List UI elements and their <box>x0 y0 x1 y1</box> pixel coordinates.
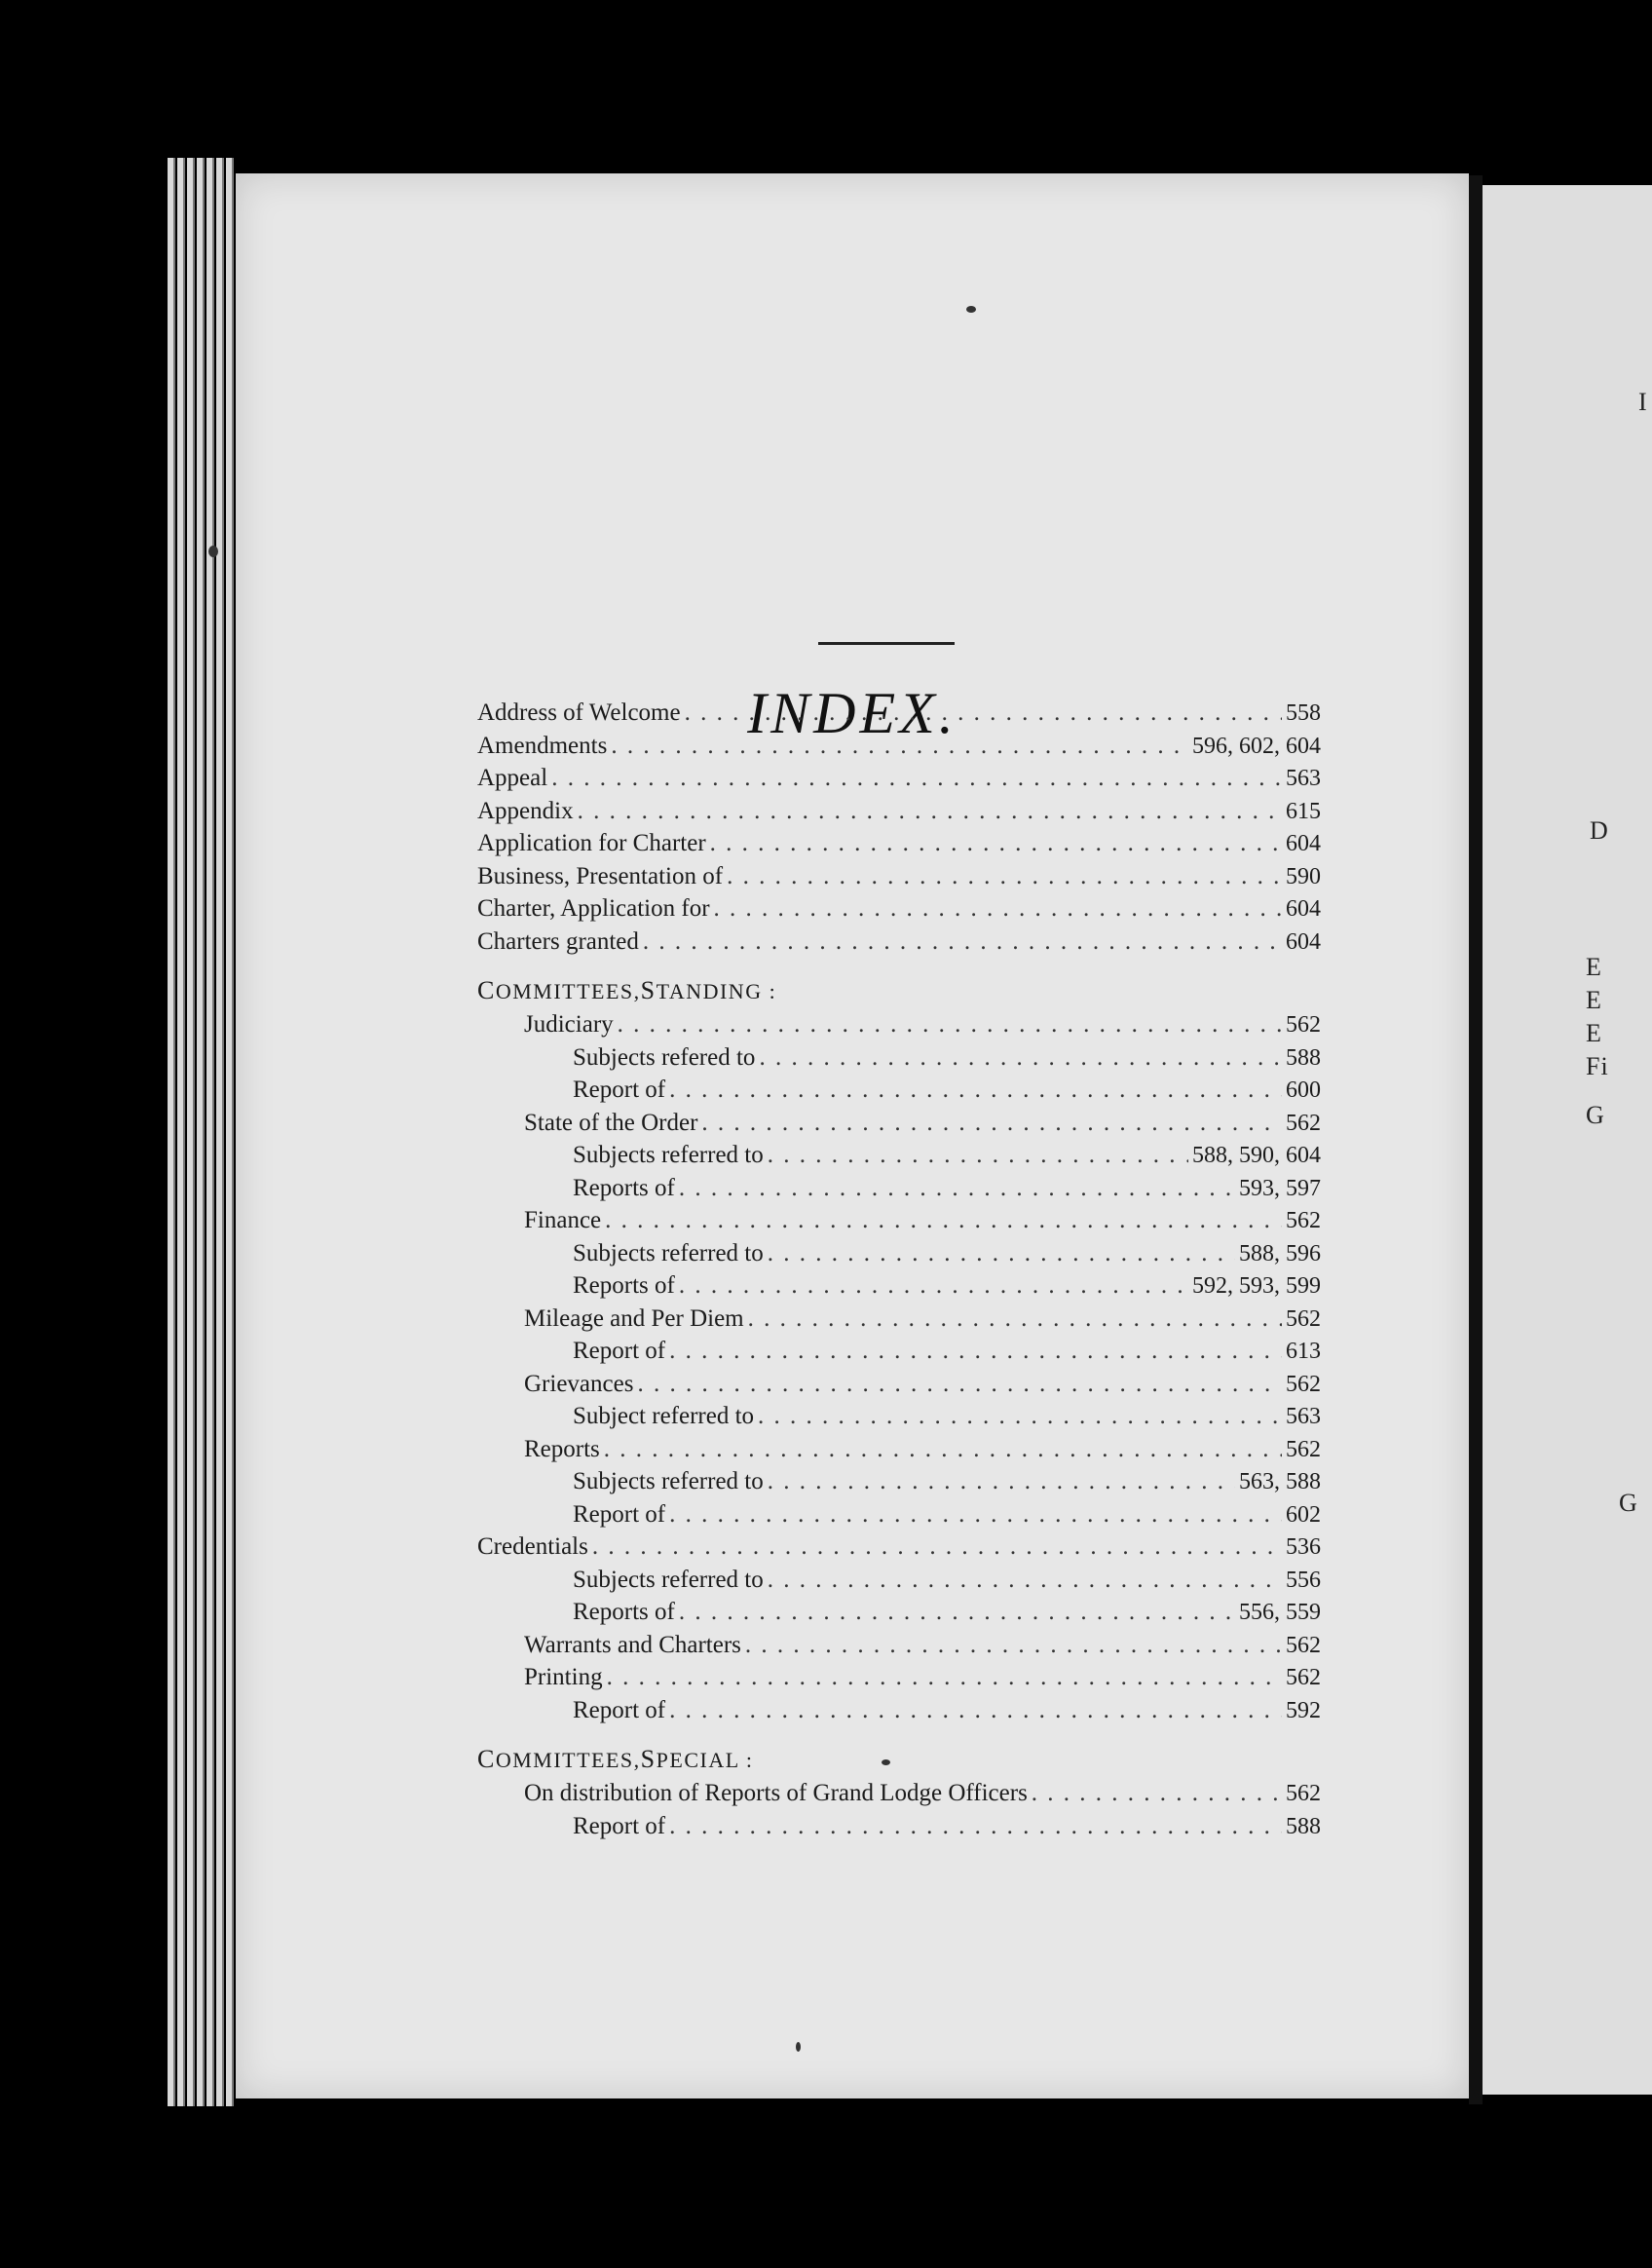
index-entry-label: Charter, Application for <box>477 895 710 922</box>
index-entry-label: Business, Presentation of <box>477 862 724 889</box>
index-entry-label: Warrants and Charters <box>524 1631 741 1658</box>
section-heading-text: S <box>640 976 657 1004</box>
index-entry <box>477 863 1321 896</box>
page-title: INDEX. <box>747 681 957 745</box>
index-entry <box>477 1567 1321 1600</box>
index-entry-pages: 556 <box>1286 1567 1321 1593</box>
index-entry-pages: 562 <box>1286 1436 1321 1462</box>
dot-leader <box>768 1468 1235 1495</box>
index-entry-label: Subjects referred to <box>573 1468 764 1494</box>
section-heading-text: PECIAL : <box>656 1748 754 1772</box>
ink-speck <box>208 546 218 557</box>
index-entry-label: Finance <box>524 1207 602 1233</box>
index-entry <box>477 1110 1321 1143</box>
index-entry <box>477 1468 1321 1501</box>
index-entry-label: State of the Order <box>524 1109 698 1136</box>
section-heading-text: TANDING : <box>656 979 777 1003</box>
dot-leader <box>745 1632 1282 1659</box>
index-entry <box>477 1142 1321 1175</box>
index-entry-label: Report of <box>573 1077 666 1103</box>
section-heading-text: C <box>477 976 496 1004</box>
dot-leader <box>578 798 1282 825</box>
index-entry-pages: 600 <box>1286 1077 1321 1103</box>
facing-page-text: G <box>1586 1101 1605 1129</box>
dot-leader <box>669 1077 1282 1104</box>
index-entry-pages: 604 <box>1286 831 1321 856</box>
index-entry-pages: 593, 597 <box>1239 1175 1321 1201</box>
index-entry-label: Appendix <box>477 797 574 824</box>
facing-page-fragment <box>1483 185 1652 2095</box>
index-entry <box>477 1533 1321 1567</box>
dot-leader <box>605 1207 1282 1234</box>
dot-leader <box>592 1533 1282 1561</box>
index-entry-pages: 562 <box>1286 1781 1321 1806</box>
index-entry <box>477 1599 1321 1632</box>
index-entry-label: On distribution of Reports of Grand Lodge Officers <box>524 1780 1028 1806</box>
section-heading <box>477 976 1321 1011</box>
dot-leader <box>685 699 1282 727</box>
index-entry <box>477 1077 1321 1110</box>
index-entry <box>477 1436 1321 1469</box>
index-entry <box>477 765 1321 798</box>
book-gutter <box>1469 175 1483 2104</box>
index-entry-label: Report of <box>573 1696 666 1723</box>
index-entry-label: Judiciary <box>524 1011 614 1038</box>
facing-page-text: I <box>1638 388 1648 416</box>
dot-leader <box>669 1697 1282 1724</box>
index-entry-pages: 563, 588 <box>1239 1469 1321 1494</box>
dot-leader <box>748 1305 1282 1333</box>
index-entry-label: Address of Welcome <box>477 699 681 726</box>
index-entry-pages: 604 <box>1286 896 1321 922</box>
index-entry <box>477 830 1321 863</box>
index-entry <box>477 1813 1321 1846</box>
index-entry-label: Reports of <box>573 1272 675 1299</box>
facing-page-text: E <box>1586 986 1602 1014</box>
index-entry <box>477 1697 1321 1730</box>
ink-speck <box>796 2042 801 2052</box>
index-entry-label: Charters granted <box>477 927 639 955</box>
index-entry-pages: 562 <box>1286 1632 1321 1658</box>
index-entry-label: Report of <box>573 1500 666 1528</box>
index-entry-label: Reports of <box>573 1174 675 1201</box>
index-entry-pages: 592, 593, 599 <box>1192 1273 1321 1299</box>
index-entry-pages: 604 <box>1286 928 1321 955</box>
index-entry-pages: 588 <box>1286 1813 1321 1839</box>
index-entry-pages: 596, 602, 604 <box>1192 733 1321 759</box>
index-entry-pages: 588, 596 <box>1239 1240 1321 1266</box>
dot-leader <box>701 1110 1282 1137</box>
dot-leader <box>604 1436 1282 1463</box>
dot-leader <box>669 1501 1282 1529</box>
dot-leader <box>618 1011 1282 1039</box>
index-entry-pages: 613 <box>1286 1339 1321 1364</box>
dot-leader <box>643 928 1282 956</box>
index-entry-pages: 563 <box>1286 766 1321 791</box>
dot-leader <box>768 1567 1282 1594</box>
dot-leader <box>669 1338 1282 1365</box>
dot-leader <box>611 733 1188 760</box>
index-entry <box>477 1403 1321 1436</box>
index-entry-pages: 563 <box>1286 1404 1321 1429</box>
index-entry-pages: 562 <box>1286 1208 1321 1233</box>
index-entry <box>477 1207 1321 1240</box>
index-entry <box>477 1240 1321 1273</box>
dot-leader <box>551 765 1282 792</box>
index-entry-label: Credentials <box>477 1533 588 1560</box>
index-entry <box>477 1664 1321 1697</box>
index-entry-pages: 592 <box>1286 1697 1321 1723</box>
index-list <box>477 699 1321 1845</box>
section-heading-text: OMMITTEES, <box>495 979 641 1003</box>
index-entry-label: Mileage and Per Diem <box>524 1304 744 1332</box>
index-entry-label: Subjects referred to <box>573 1142 764 1168</box>
dot-leader <box>714 895 1282 923</box>
index-entry-pages: 615 <box>1286 798 1321 824</box>
index-entry <box>477 1011 1321 1044</box>
index-entry-label: Subjects referred to <box>573 1239 764 1266</box>
dot-leader <box>759 1044 1282 1072</box>
index-entry <box>477 1371 1321 1404</box>
ink-speck <box>966 306 976 313</box>
section-heading-text: C <box>477 1745 496 1773</box>
dot-leader <box>607 1664 1282 1691</box>
section-heading <box>477 1745 1321 1780</box>
index-entry <box>477 1780 1321 1813</box>
facing-page-text: E <box>1586 953 1602 981</box>
index-entry-label: Subjects refered to <box>573 1043 756 1071</box>
index-entry-label: Report of <box>573 1812 666 1839</box>
index-entry-pages: 562 <box>1286 1665 1321 1690</box>
index-entry <box>477 895 1321 928</box>
section-heading-text: S <box>640 1745 657 1773</box>
index-entry-label: Report of <box>573 1338 666 1364</box>
index-entry-label: Reports <box>524 1435 600 1462</box>
index-entry-label: Appeal <box>477 765 548 791</box>
index-entry-label: Subject referred to <box>573 1403 755 1429</box>
index-entry <box>477 1044 1321 1077</box>
index-page <box>236 173 1469 2098</box>
index-entry-pages: 602 <box>1286 1501 1321 1528</box>
dot-leader <box>637 1371 1282 1398</box>
index-entry <box>477 1272 1321 1305</box>
index-entry-pages: 536 <box>1286 1534 1321 1560</box>
book-page-edges <box>168 158 236 2106</box>
dot-leader <box>710 830 1282 857</box>
index-entry-pages: 590 <box>1286 863 1321 889</box>
index-entry <box>477 1338 1321 1371</box>
facing-page-text: D <box>1590 816 1609 845</box>
index-entry <box>477 798 1321 831</box>
dot-leader <box>679 1272 1188 1300</box>
ink-speck <box>882 1759 890 1765</box>
title-rule <box>818 642 955 645</box>
index-entry-label: Grievances <box>524 1370 634 1397</box>
facing-page-text: Fi <box>1586 1052 1609 1080</box>
index-entry-pages: 562 <box>1286 1012 1321 1038</box>
index-entry <box>477 928 1321 962</box>
index-entry <box>477 1175 1321 1208</box>
facing-page-text: G <box>1619 1489 1638 1517</box>
dot-leader <box>679 1599 1235 1626</box>
index-entry-pages: 562 <box>1286 1110 1321 1136</box>
index-entry-label: Application for Charter <box>477 830 706 856</box>
dot-leader <box>669 1813 1282 1840</box>
index-entry-label: Amendments <box>477 732 608 759</box>
index-entry-pages: 562 <box>1286 1371 1321 1397</box>
dot-leader <box>727 863 1282 890</box>
dot-leader <box>768 1142 1188 1169</box>
index-entry-pages: 588, 590, 604 <box>1192 1143 1321 1168</box>
index-entry-label: Subjects referred to <box>573 1566 764 1593</box>
index-entry <box>477 1632 1321 1665</box>
dot-leader <box>679 1175 1235 1202</box>
dot-leader <box>768 1240 1235 1267</box>
index-entry-label: Printing <box>524 1664 603 1690</box>
index-entry <box>477 1501 1321 1534</box>
index-entry-pages: 556, 559 <box>1239 1600 1321 1625</box>
index-entry-pages: 562 <box>1286 1305 1321 1332</box>
facing-page-text: E <box>1586 1019 1602 1047</box>
section-heading-text: OMMITTEES, <box>495 1748 641 1772</box>
index-entry <box>477 699 1321 733</box>
index-entry <box>477 733 1321 766</box>
dot-leader <box>1032 1780 1282 1807</box>
index-entry-label: Reports of <box>573 1599 675 1625</box>
index-entry-pages: 588 <box>1286 1044 1321 1071</box>
index-entry <box>477 1305 1321 1339</box>
dot-leader <box>758 1403 1282 1430</box>
index-entry-pages: 558 <box>1286 700 1321 726</box>
